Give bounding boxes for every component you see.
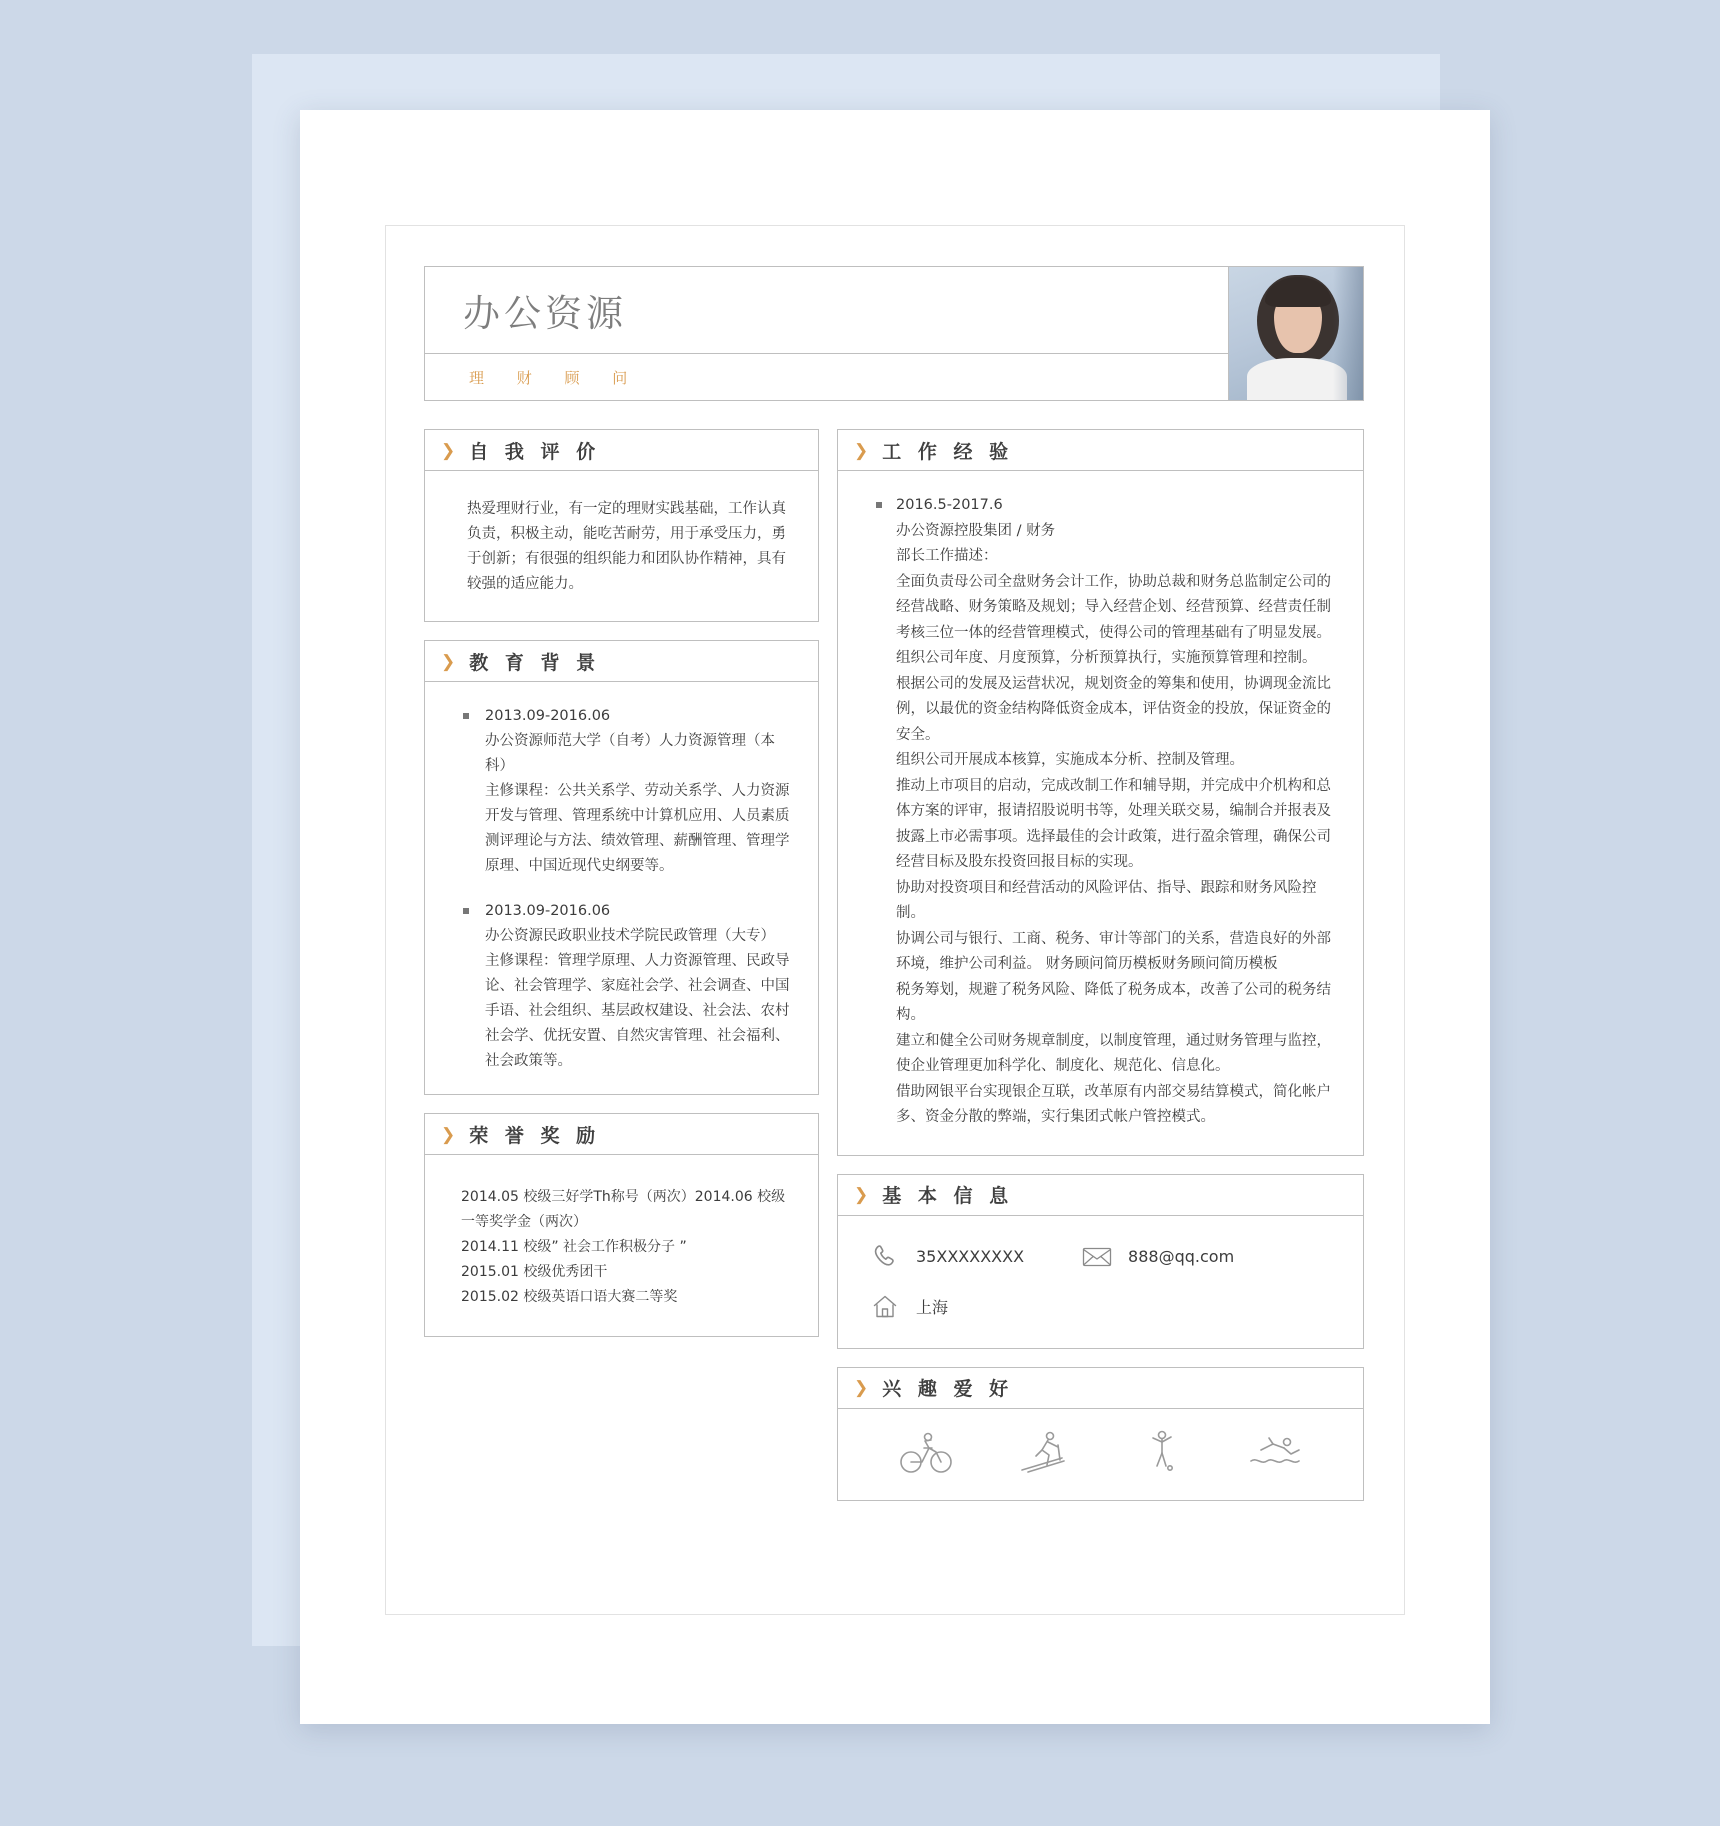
bullet-square-icon — [463, 908, 469, 914]
golf-icon — [1131, 1428, 1187, 1480]
chevron-right-icon: ❯ — [854, 1185, 869, 1204]
honor-line: 2015.01 校级优秀团干 — [461, 1264, 608, 1280]
education-title: 教 育 背 景 — [469, 651, 601, 674]
section-work-experience — [837, 429, 1364, 1156]
chevron-right-icon: ❯ — [441, 651, 456, 671]
avatar-shadow — [1333, 267, 1363, 400]
work-paragraph: 协助对投资项目和经营活动的风险评估、指导、跟踪和财务风险控制。 — [896, 879, 1317, 921]
education-courses: 主修课程：公共关系学、劳动关系学、人力资源开发与管理、管理系统中计算机应用、人员素质测评理论与方法、绩效管理、薪酬管理、管理学原理、中国近现代史纲要等。 — [485, 783, 790, 874]
work-role: 部长工作描述： — [896, 548, 998, 564]
location-value: 上海 — [916, 1298, 949, 1317]
job-title-row — [425, 354, 1228, 400]
avatar — [1228, 267, 1363, 400]
work-paragraph: 协调公司与银行、工商、税务、审计等部门的关系，营造良好的外部环境，维护公司利益。 财务顾问简历模板财务顾问简历模板 — [896, 930, 1331, 972]
work-title: 工 作 经 验 — [882, 440, 1014, 463]
chevron-right-icon: ❯ — [441, 440, 456, 460]
contact-row-primary — [868, 1242, 1333, 1272]
work-paragraph: 全面负责母公司全盘财务会计工作，协助总裁和财务总监制定公司的经营战略、财务策略及规划；导入经营企划、经营预算、经营责任制考核三位一体的经营管理模式，使得公司的管理基础有了明显发展。 — [896, 573, 1331, 641]
skiing-icon — [1014, 1428, 1070, 1480]
work-date: 2016.5-2017.6 — [896, 497, 1003, 513]
work-body — [837, 471, 1364, 1156]
resume-frame — [385, 225, 1405, 1615]
section-education — [424, 640, 819, 1095]
resume-header — [424, 266, 1364, 401]
work-paragraph: 组织公司开展成本核算，实施成本分析、控制及管理。 — [896, 752, 1244, 768]
education-school: 办公资源师范大学（自考）人力资源管理（本科） — [485, 733, 775, 774]
work-heading — [837, 429, 1364, 471]
email-value: 888@qq.com — [1128, 1247, 1235, 1266]
honor-line: 2014.05 校级三好学Th称号（两次）2014.06 校级一等奖学金（两次） — [461, 1189, 786, 1230]
self-evaluation-text: 热爱理财行业，有一定的理财实践基础，工作认真负责，积极主动，能吃苦耐劳，用于承受压力，勇于创新；有很强的组织能力和团队协作精神，具有较强的适应能力。 — [467, 501, 786, 592]
work-company: 办公资源控股集团 / 财务 — [896, 522, 1056, 539]
self-evaluation-heading — [424, 429, 819, 471]
work-paragraph: 税务筹划，规避了税务风险、降低了税务成本，改善了公司的税务结构。 — [896, 981, 1331, 1023]
education-date: 2013.09-2016.06 — [485, 903, 611, 919]
job-title: 理 财 顾 问 — [469, 368, 642, 387]
contact-row-secondary — [868, 1292, 1333, 1322]
honors-heading — [424, 1113, 819, 1155]
cycling-icon — [898, 1428, 954, 1480]
hobbies-title: 兴 趣 爱 好 — [882, 1378, 1014, 1400]
work-paragraph: 推动上市项目的启动，完成改制工作和辅导期，并完成中介机构和总体方案的评审，报请招股说明书等，处理关联交易，编制合并报表及披露上市必需事项。选择最佳的会计政策，进行盈余管理，确保公司经营目标及股东投资回报目标的实现。 — [896, 777, 1331, 870]
header-text-block — [425, 267, 1228, 400]
phone-value: 35XXXXXXXX — [916, 1247, 1025, 1266]
hobbies-heading — [837, 1367, 1364, 1409]
resume-page — [300, 110, 1490, 1724]
hobbies-body — [837, 1409, 1364, 1501]
education-heading — [424, 640, 819, 682]
honors-body — [424, 1155, 819, 1337]
self-evaluation-title: 自 我 评 价 — [469, 440, 601, 463]
education-body — [424, 682, 819, 1095]
education-item — [451, 704, 792, 879]
section-hobbies — [837, 1367, 1364, 1501]
phone-icon — [868, 1242, 902, 1272]
work-paragraph: 根据公司的发展及运营状况，规划资金的筹集和使用，协调现金流比例，以最优的资金结构降低资金成本，评估资金的投放，保证资金的安全。 — [896, 675, 1331, 743]
left-column — [424, 429, 819, 1337]
swimming-icon — [1247, 1428, 1303, 1480]
work-item — [864, 493, 1337, 1131]
bullet-square-icon — [876, 502, 882, 508]
phone-item — [868, 1242, 1024, 1272]
honor-line: 2014.11 校级” 社会工作积极分子 ” — [461, 1239, 687, 1255]
chevron-right-icon: ❯ — [441, 1124, 456, 1144]
email-item — [1080, 1242, 1234, 1272]
chevron-right-icon: ❯ — [854, 440, 869, 460]
section-self-evaluation — [424, 429, 819, 622]
work-paragraph: 借助网银平台实现银企互联，改革原有内部交易结算模式，简化帐户多、资金分散的弊端，实行集团式帐户管控模式。 — [896, 1083, 1331, 1125]
basic-info-body — [837, 1216, 1364, 1349]
envelope-icon — [1080, 1242, 1114, 1272]
candidate-name: 办公资源 — [463, 292, 627, 336]
location-item — [868, 1292, 948, 1322]
self-evaluation-body — [424, 471, 819, 622]
education-date: 2013.09-2016.06 — [485, 708, 611, 724]
education-school: 办公资源民政职业技术学院民政管理（大专） — [485, 928, 775, 944]
honor-line: 2015.02 校级英语口语大赛二等奖 — [461, 1289, 678, 1305]
section-honors — [424, 1113, 819, 1337]
avatar-body — [1247, 358, 1347, 400]
education-item — [451, 899, 792, 1074]
chevron-right-icon: ❯ — [854, 1378, 869, 1397]
education-courses: 主修课程：管理学原理、人力资源管理、民政导论、社会管理学、家庭社会学、社会调查、中国手语、社会组织、基层政权建设、社会法、农村社会学、优抚安置、自然灾害管理、社会福利、社会政策等。 — [485, 953, 790, 1069]
work-paragraph: 建立和健全公司财务规章制度，以制度管理，通过财务管理与监控，使企业管理更加科学化、制度化、规范化、信息化。 — [896, 1032, 1331, 1074]
right-column — [837, 429, 1364, 1501]
bullet-square-icon — [463, 713, 469, 719]
name-row — [425, 267, 1228, 354]
section-basic-info — [837, 1174, 1364, 1349]
honors-title: 荣 誉 奖 励 — [469, 1124, 601, 1147]
basic-info-heading — [837, 1174, 1364, 1216]
work-paragraph: 组织公司年度、月度预算，分析预算执行，实施预算管理和控制。 — [896, 650, 1317, 666]
home-icon — [868, 1292, 902, 1322]
basic-info-title: 基 本 信 息 — [882, 1185, 1014, 1207]
